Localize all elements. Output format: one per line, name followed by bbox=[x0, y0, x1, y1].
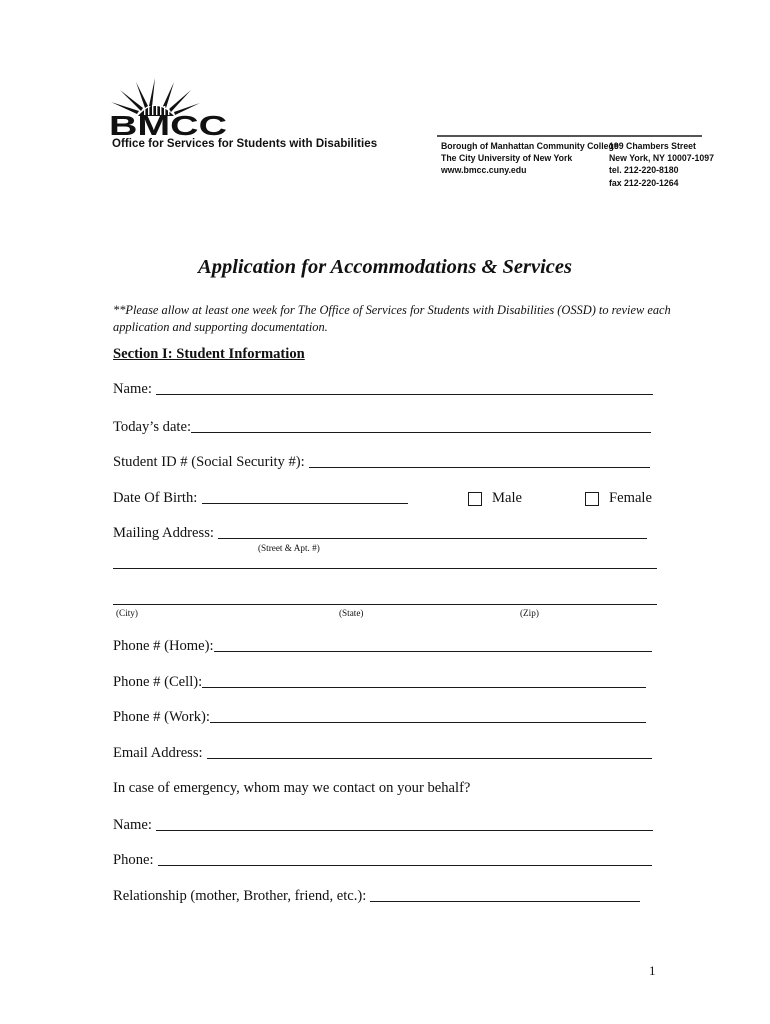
contact-block bbox=[609, 140, 714, 189]
emergency-phone-input-line[interactable] bbox=[158, 865, 652, 866]
phone-cell-label: Phone # (Cell): bbox=[113, 674, 203, 690]
email-label: Email Address: bbox=[113, 745, 203, 761]
name-input-line[interactable] bbox=[156, 394, 653, 395]
female-option[interactable] bbox=[585, 490, 652, 507]
male-label: Male bbox=[492, 490, 522, 506]
emergency-phone-row bbox=[113, 851, 652, 869]
zip-hint: (Zip) bbox=[520, 608, 539, 618]
street-hint: (Street & Apt. #) bbox=[258, 543, 320, 553]
dob-row bbox=[113, 489, 408, 507]
header-divider bbox=[437, 135, 702, 137]
phone-work-input-line[interactable] bbox=[210, 722, 646, 723]
student-id-row bbox=[113, 453, 650, 471]
phone-home-row bbox=[113, 637, 652, 655]
college-line: Borough of Manhattan Community College bbox=[441, 141, 619, 151]
student-id-label: Student ID # (Social Security #): bbox=[113, 454, 305, 470]
review-note: **Please allow at least one week for The Office of Services for Students with Disabilities (OSSD) to review each application and supporting documentation. bbox=[113, 303, 671, 334]
dob-input-line[interactable] bbox=[202, 503, 408, 504]
male-checkbox[interactable] bbox=[468, 492, 482, 506]
phone-home-input-line[interactable] bbox=[214, 651, 652, 652]
section-heading: Section I: Student Information bbox=[113, 346, 305, 362]
relationship-label: Relationship (mother, Brother, friend, etc.): bbox=[113, 888, 367, 904]
dob-label: Date Of Birth: bbox=[113, 490, 198, 506]
contact-fax: fax 212-220-1264 bbox=[609, 177, 679, 188]
emergency-question: In case of emergency, whom may we contact on your behalf? bbox=[113, 780, 471, 796]
document-title: Application for Accommodations & Services bbox=[198, 256, 572, 278]
mailing-address-label: Mailing Address: bbox=[113, 525, 214, 541]
female-label: Female bbox=[609, 490, 652, 506]
emergency-phone-label: Phone: bbox=[113, 852, 154, 868]
college-line: The City University of New York bbox=[441, 153, 573, 164]
state-hint: (State) bbox=[339, 608, 364, 618]
male-option[interactable] bbox=[468, 490, 522, 507]
phone-cell-row bbox=[113, 673, 646, 691]
office-name: Office for Services for Students with Disabilities bbox=[112, 138, 378, 150]
city-hint: (City) bbox=[116, 608, 138, 618]
city-state-zip-line[interactable] bbox=[113, 604, 657, 605]
contact-line: New York, NY 10007-1097 bbox=[609, 153, 714, 164]
contact-line: 199 Chambers Street bbox=[609, 141, 696, 151]
relationship-row bbox=[113, 887, 640, 905]
todays-date-row bbox=[113, 418, 651, 436]
emergency-name-row bbox=[113, 816, 653, 834]
email-input-line[interactable] bbox=[207, 758, 652, 759]
contact-phone: tel. 212-220-8180 bbox=[609, 165, 679, 176]
emergency-name-label: Name: bbox=[113, 817, 152, 833]
phone-cell-input-line[interactable] bbox=[202, 687, 646, 688]
relationship-input-line[interactable] bbox=[370, 901, 640, 902]
student-id-input-line[interactable] bbox=[309, 467, 650, 468]
logo-wordmark: BMCC bbox=[109, 110, 227, 141]
phone-work-row bbox=[113, 708, 646, 726]
mailing-address-row bbox=[113, 524, 647, 542]
emergency-name-input-line[interactable] bbox=[156, 830, 653, 831]
name-row bbox=[113, 380, 653, 398]
bmcc-logo bbox=[108, 72, 233, 142]
phone-work-label: Phone # (Work): bbox=[113, 709, 210, 725]
email-row bbox=[113, 744, 652, 762]
todays-date-input-line[interactable] bbox=[191, 432, 651, 433]
address-line-2[interactable] bbox=[113, 568, 657, 569]
todays-date-label: Today’s date: bbox=[113, 419, 192, 435]
page-number: 1 bbox=[649, 963, 656, 978]
female-checkbox[interactable] bbox=[585, 492, 599, 506]
college-address-block bbox=[441, 140, 619, 177]
phone-home-label: Phone # (Home): bbox=[113, 638, 214, 654]
name-label: Name: bbox=[113, 381, 152, 397]
street-input-line[interactable] bbox=[218, 538, 647, 539]
college-website: www.bmcc.cuny.edu bbox=[441, 165, 527, 176]
